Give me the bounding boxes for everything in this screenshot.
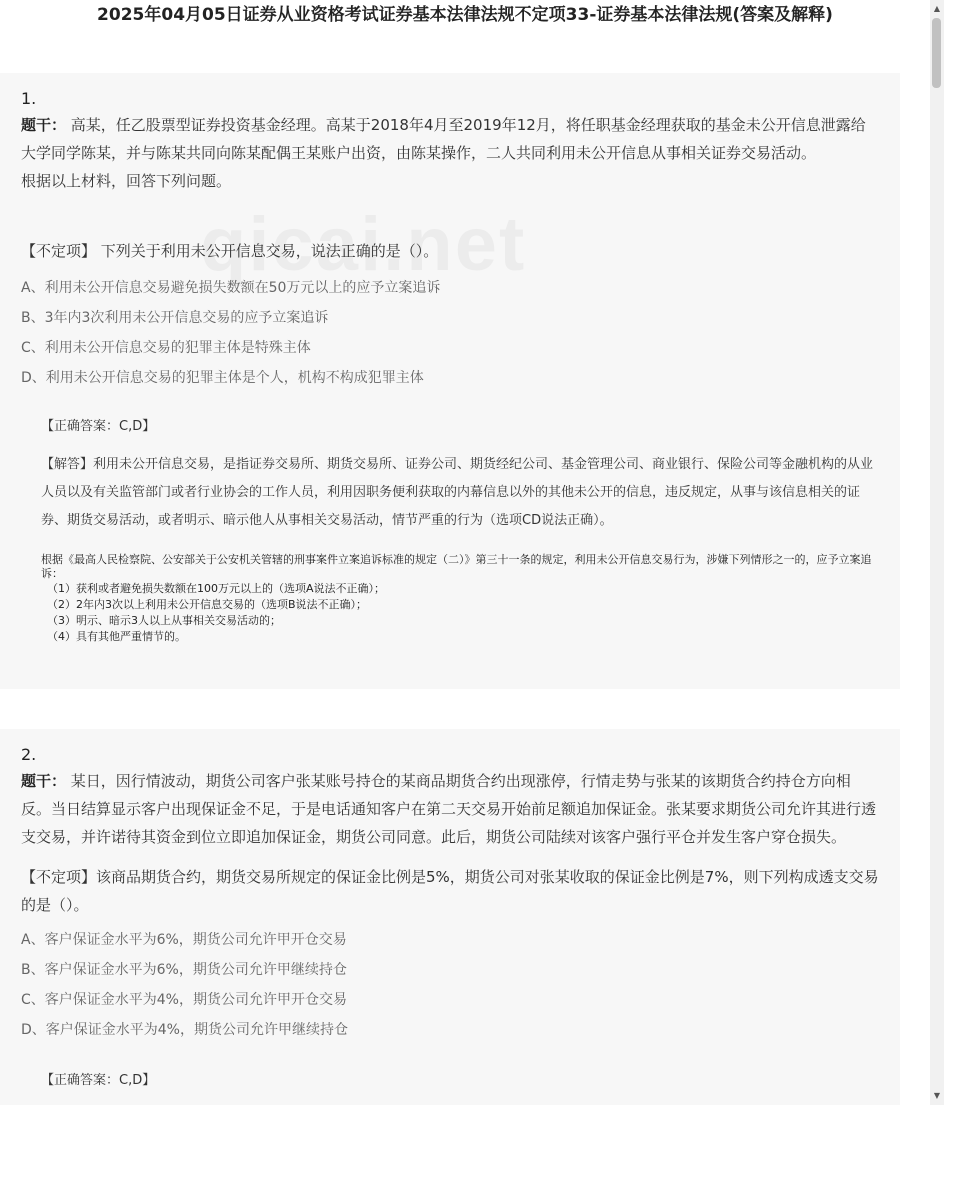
correct-answer: 【正确答案：C,D】	[41, 419, 156, 434]
answer-block	[21, 1071, 880, 1091]
law-item-2: （2）2年内3次以上利用未公开信息交易的（选项B说法不正确）；	[47, 598, 368, 611]
question-stem	[21, 767, 880, 851]
scroll-up-icon[interactable]: ▲	[933, 4, 941, 13]
law-item-1: （1）获利或者避免损失数额在100万元以上的（选项A说法不正确）；	[47, 582, 386, 595]
option-b[interactable]: B、客户保证金水平为6%，期货公司允许甲继续持仓	[21, 962, 347, 978]
question-number: 1.	[21, 89, 37, 108]
question-text: 【不定项】 下列关于利用未公开信息交易，说法正确的是（）。	[21, 242, 439, 260]
material-note: 根据以上材料，回答下列问题。	[21, 172, 232, 190]
option-b[interactable]: B、3年内3次利用未公开信息交易的应予立案追诉	[21, 310, 329, 326]
stem-text: 高某，任乙股票型证券投资基金经理。高某于2018年4月至2019年12月，将任职基金经理获取的基金未公开信息泄露给大学同学陈某，并与陈某共同向陈某配偶王某账户出资，由陈某操作，二人共同利用未公开信息从事相关证券交易活动。	[21, 116, 866, 162]
question-card-2	[0, 729, 900, 1105]
stem-label: 题干：	[21, 772, 67, 790]
option-c[interactable]: C、客户保证金水平为4%，期货公司允许甲开仓交易	[21, 992, 347, 1008]
scroll-down-icon[interactable]: ▼	[933, 1091, 941, 1100]
question-number: 2.	[21, 745, 37, 764]
option-a[interactable]: A、利用未公开信息交易避免损失数额在50万元以上的应予立案追诉	[21, 280, 441, 296]
law-item-4: （4）具有其他严重情节的。	[47, 630, 186, 643]
stem-text: 某日，因行情波动，期货公司客户张某账号持仓的某商品期货合约出现涨停，行情走势与张某的该期货合约持仓方向相反。当日结算显示客户出现保证金不足，于是电话通知客户在第二天交易开始前足额追加保证金。张某要求期货公司允许其进行透支交易，并许诺待其资金到位立即追加保证金，期货公司同意。此后，期货公司陆续对该客户强行平仓并发生客户穿仓损失。	[21, 772, 877, 846]
law-items	[41, 581, 880, 645]
question-text: 【不定项】该商品期货合约，期货交易所规定的保证金比例是5%，期货公司对张某收取的保证金比例是7%，则下列构成透支交易的是（）。	[21, 868, 879, 914]
option-a[interactable]: A、客户保证金水平为6%，期货公司允许甲开仓交易	[21, 932, 347, 948]
option-c[interactable]: C、利用未公开信息交易的犯罪主体是特殊主体	[21, 340, 311, 356]
option-list	[21, 273, 880, 393]
question-card-1	[0, 73, 900, 689]
answer-block	[21, 417, 880, 645]
option-d[interactable]: D、利用未公开信息交易的犯罪主体是个人，机构不构成犯罪主体	[21, 370, 424, 386]
question-stem	[21, 111, 880, 167]
option-list	[21, 925, 880, 1045]
stem-label: 题干：	[21, 116, 67, 134]
option-d[interactable]: D、客户保证金水平为4%，期货公司允许甲继续持仓	[21, 1022, 348, 1038]
correct-answer: 【正确答案：C,D】	[41, 1073, 156, 1088]
law-item-3: （3）明示、暗示3人以上从事相关交易活动的；	[47, 614, 281, 627]
vertical-scrollbar[interactable]	[930, 0, 944, 1105]
scrollbar-thumb[interactable]	[932, 18, 941, 88]
law-reference: 根据《最高人民检察院、公安部关于公安机关管辖的刑事案件立案追诉标准的规定（二）》第三十一条的规定，利用未公开信息交易行为，涉嫌下列情形之一的，应予立案追诉：	[41, 553, 872, 580]
answer-analysis: 【解答】利用未公开信息交易，是指证券交易所、期货交易所、证券公司、期货经纪公司、基金管理公司、商业银行、保险公司等金融机构的从业人员以及有关监管部门或者行业协会的工作人员，利用因职务便利获取的内幕信息以外的其他未公开的信息，违反规定，从事与该信息相关的证券、期货交易活动，或者明示、暗示他人从事相关交易活动，情节严重的行为（选项CD说法正确）。	[41, 457, 874, 528]
page-title: 2025年04月05日证券从业资格考试证券基本法律法规不定项33-证券基本法律法规(答案及解释)	[97, 5, 833, 25]
